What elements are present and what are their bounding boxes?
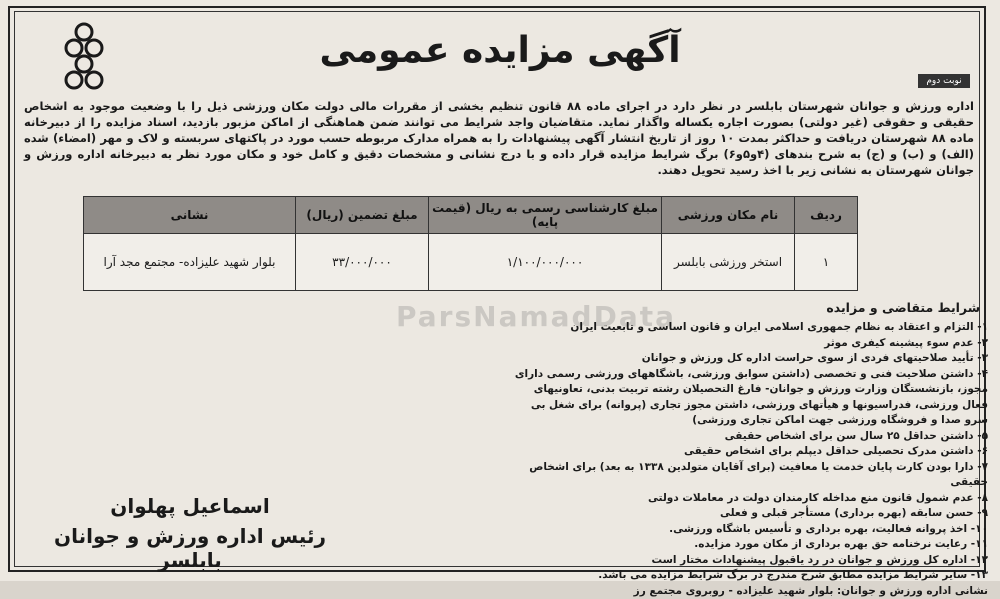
- cell-venue-name: استخر ورزشی بابلسر: [662, 234, 795, 291]
- ministry-emblem-icon: [52, 18, 116, 98]
- condition-item: ۱۱- رعایت نرخنامه حق بهره برداری از مکان مورد مزایده.: [510, 537, 988, 553]
- header-base-price: مبلغ کارشناسی رسمی به ریال (قیمت پایه): [429, 197, 662, 234]
- cell-base-price: ۱/۱۰۰/۰۰۰/۰۰۰: [429, 234, 662, 291]
- signer-name: اسماعیل پهلوان: [30, 494, 350, 518]
- header-row-number: ردیف: [795, 197, 858, 234]
- table-header-row: [84, 197, 858, 234]
- signature-block: [30, 494, 350, 572]
- condition-item: ۱۰- اخذ پروانه فعالیت، بهره برداری و تأسیس باشگاه ورزشی.: [510, 522, 988, 538]
- condition-item: ۶- داشتن مدرک تحصیلی حداقل دیپلم برای اشخاص حقیقی: [510, 444, 988, 460]
- edition-badge: نوبت دوم: [918, 74, 970, 88]
- notice-title: آگهی مزایده عمومی: [300, 30, 700, 71]
- watermark-text: ParsNamadData: [326, 300, 746, 333]
- condition-item: ۷- دارا بودن کارت پایان خدمت یا معافیت (برای آقایان متولدین ۱۳۳۸ به بعد) برای اشخاص حقیقی: [510, 460, 988, 491]
- condition-item: ۱۳- سایر شرایط مزایده مطابق شرح مندرج در برگ شرایط مزایده می باشد.: [510, 568, 988, 584]
- condition-item: ۴- داشتن صلاحیت فنی و تخصصی (داشتن سوابق ورزشی، باشگاههای ورزشی رسمی دارای مجوز، بازنشستگان وزارت ورزش و جوانان- فارغ التحصیلان رشته تربیت بدنی، تعاونیهای فعال ورزشی، فدراسیونها و هیأتهای ورزشی، داشتن مجوز تجاری (پروانه) برای شغل بی سرو صدا و فروشگاه ورزشی جهت اماکن تجاری ورزشی): [510, 367, 988, 429]
- condition-item: ۲- عدم سوء پیشینه کیفری موثر: [510, 336, 988, 352]
- cell-address: بلوار شهید علیزاده- مجتمع مجد آرا: [84, 234, 296, 291]
- condition-item: ۱- التزام و اعتقاد به نظام جمهوری اسلامی ایران و قانون اساسی و تابعیت ایران: [510, 320, 988, 336]
- condition-item: ۱۲- اداره کل ورزش و جوانان در رد یاقبول پیشنهادات مختار است: [510, 553, 988, 569]
- condition-item: ۳- تأیید صلاحیتهای فردی از سوی حراست اداره کل ورزش و جوانان: [510, 351, 988, 367]
- table-row: [84, 234, 858, 291]
- header-venue-name: نام مکان ورزشی: [662, 197, 795, 234]
- header-address: نشانی: [84, 197, 296, 234]
- conditions-list: [510, 320, 988, 599]
- address-line: نشانی اداره ورزش و جوانان: بلوار شهید علیزاده - روبروی مجتمع رز: [510, 584, 988, 599]
- auction-table: [83, 196, 858, 291]
- condition-item: ۸- عدم شمول قانون منع مداخله کارمندان دولت در معاملات دولتی: [510, 491, 988, 507]
- header-guarantee: مبلغ تضمین (ریال): [296, 197, 429, 234]
- cell-row-number: ۱: [795, 234, 858, 291]
- intro-paragraph: اداره ورزش و جوانان شهرستان بابلسر در نظر دارد در اجرای ماده ۸۸ قانون تنظیم بخشی از مقررات مالی دولت مکان ورزشی ذیل را با وضعیت موجود به اشخاص حقیقی و حقوقی (غیر دولتی) بصورت اجاره یکساله واگذار نماید. متقاضیان واجد شرایط می توانند ضمن هماهنگی از اماکن مزبور بازدید، اسناد مزایده را از دبیرخانه ماده ۸۸ شهرستان دریافت و حداکثر بمدت ۱۰ روز از تاریخ انتشار آگهی پیشنهادات را به همراه مدارک مربوطه حسب مورد در پاکتهای سربسته و لاک و مهر (امضاء) شده (الف) و (ب) و (ج) به شرح بندهای (۴و۵و۶) برگ شرایط مزایده قرار داده و با درج نشانی و مشخصات دقیق و کامل خود و مکان مورد نظر به دبیرخانه اداره ورزش و جوانان شهرستان به نشانی زیر با اخذ رسید تحویل دهند.: [24, 98, 974, 178]
- cell-guarantee: ۳۳/۰۰۰/۰۰۰: [296, 234, 429, 291]
- condition-item: ۹- حسن سابقه (بهره برداری) مستأجر قبلی و فعلی: [510, 506, 988, 522]
- conditions-heading: شرایط متقاضی و مزایده: [660, 300, 980, 315]
- condition-item: ۵- داشتن حداقل ۲۵ سال سن برای اشخاص حقیقی: [510, 429, 988, 445]
- signer-title: رئیس اداره ورزش و جوانان بابلسر: [30, 524, 350, 572]
